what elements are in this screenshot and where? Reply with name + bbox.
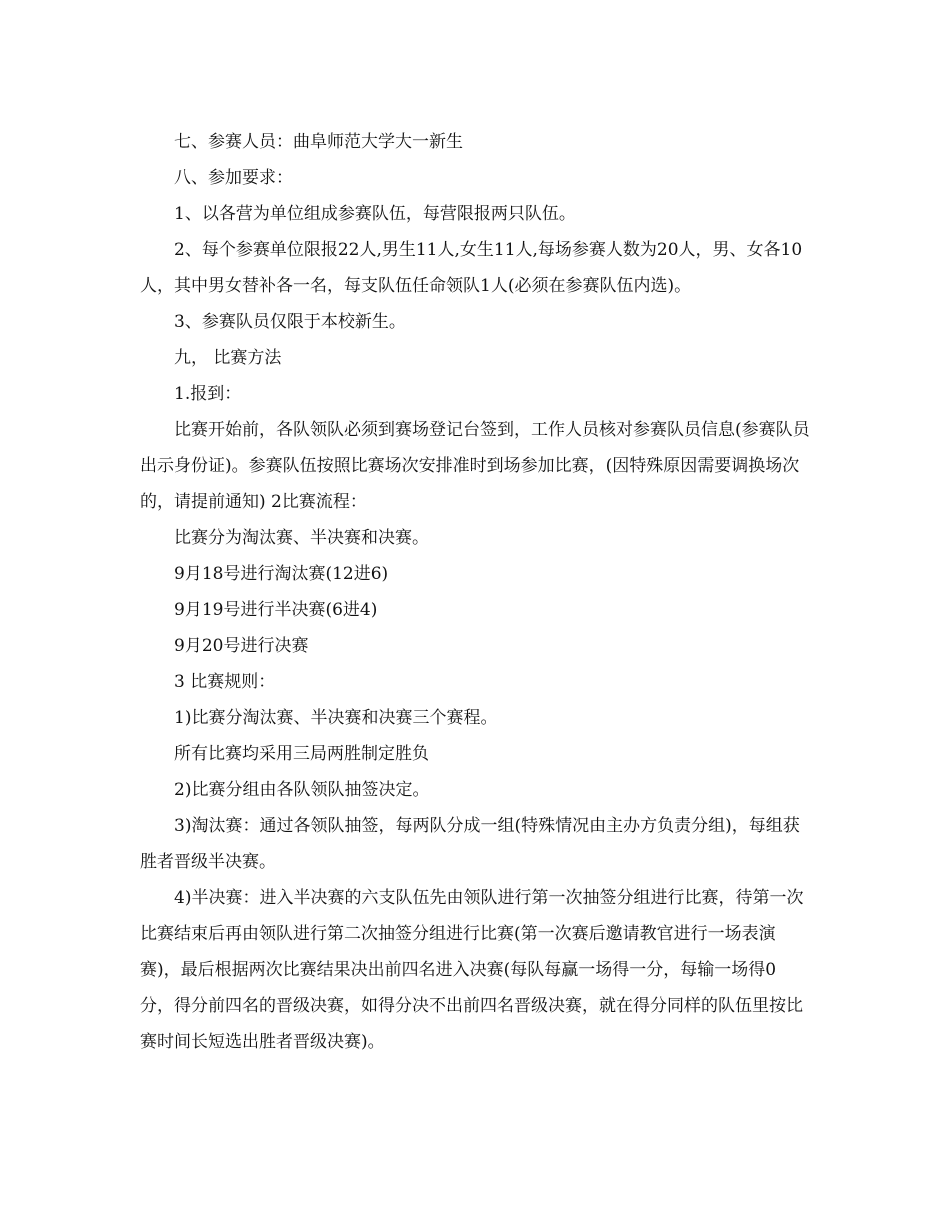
paragraph-rule-4: 4)半决赛：进入半决赛的六支队伍先由领队进行第一次抽签分组进行比赛，待第一次比赛结束后再由领队进行第二次抽签分组进行比赛(第一次赛后邀请教官进行一场表演赛)，最后根据两次比赛结果决出前四名进入决赛(每队每赢一场得一分，每输一场得0分，得分前四名的晋级决赛，如得分决不出前四名晋级决赛，就在得分同样的队伍里按比赛时间长短选出胜者晋级决赛)。 [140, 888, 804, 1052]
paragraph-schedule-19: 9月19号进行半决赛(6进4) [174, 600, 378, 620]
paragraph-requirement-2: 2、每个参赛单位限报22人,男生11人,女生11人,每场参赛人数为20人，男、女各10人，其中男女替补各一名，每支队伍任命领队1人(必须在参赛队伍内选)。 [140, 240, 803, 296]
document-body [140, 124, 810, 1060]
paragraph-participants: 七、参赛人员：曲阜师范大学大一新生 [174, 132, 463, 152]
paragraph-schedule-18: 9月18号进行淘汰赛(12进6) [174, 564, 389, 584]
paragraph-schedule-20: 9月20号进行决赛 [174, 636, 309, 656]
paragraph-stages: 比赛分为淘汰赛、半决赛和决赛。 [174, 528, 429, 548]
paragraph-registration-heading: 1.报到： [174, 384, 242, 404]
paragraph-requirement-1: 1、以各营为单位组成参赛队伍，每营限报两只队伍。 [174, 204, 576, 224]
paragraph-requirements-heading: 八、参加要求： [174, 168, 293, 188]
paragraph-rule-best-of-three: 所有比赛均采用三局两胜制定胜负 [174, 744, 429, 764]
paragraph-rule-1: 1)比赛分淘汰赛、半决赛和决赛三个赛程。 [174, 708, 498, 728]
paragraph-method-heading: 九， 比赛方法 [174, 348, 282, 368]
paragraph-rule-2: 2)比赛分组由各队领队抽签决定。 [174, 780, 430, 800]
paragraph-rule-3: 3)淘汰赛：通过各领队抽签，每两队分成一组(特殊情况由主办方负责分组)，每组获胜者晋级半决赛。 [140, 816, 800, 872]
paragraph-requirement-3: 3、参赛队员仅限于本校新生。 [174, 312, 406, 332]
paragraph-registration-body: 比赛开始前，各队领队必须到赛场登记台签到，工作人员核对参赛队员信息(参赛队员出示身份证)。参赛队伍按照比赛场次安排准时到场参加比赛，(因特殊原因需要调换场次的，请提前通知) 2比赛流程： [140, 420, 810, 512]
paragraph-rules-heading: 3 比赛规则： [174, 672, 276, 692]
